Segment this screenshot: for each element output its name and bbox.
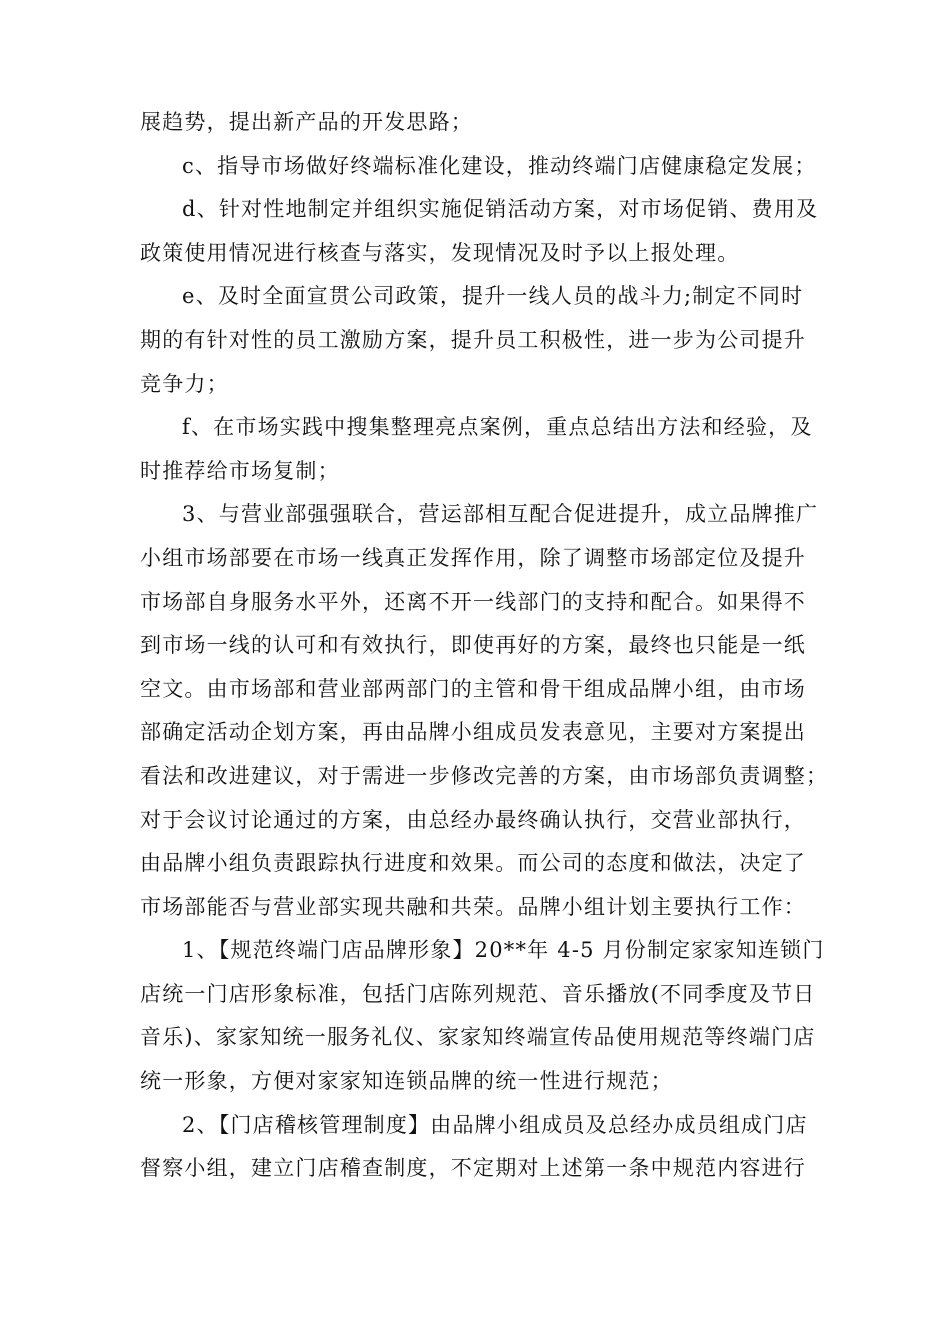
text-line: 统一形象，方便对家家知连锁品牌的统一性进行规范； [140, 1069, 673, 1094]
document-body [140, 101, 829, 1191]
text-line: 市场部能否与营业部实现共融和共荣。品牌小组计划主要执行工作： [140, 894, 806, 919]
text-line: 3、与营业部强强联合，营运部相互配合促进提升，成立品牌推广 [182, 502, 819, 527]
text-line: 市场部自身服务水平外，还离不开一线部门的支持和配合。如果得不 [140, 589, 806, 614]
text-line: 小组市场部要在市场一线真正发挥作用，除了调整市场部定位及提升 [140, 545, 806, 570]
text-line: 由品牌小组负责跟踪执行进度和效果。而公司的态度和做法，决定了 [140, 851, 806, 876]
text-line: 空文。由市场部和营业部两部门的主管和骨干组成品牌小组，由市场 [140, 676, 806, 701]
text-line: e、及时全面宣贯公司政策，提升一线人员的战斗力;制定不同时 [182, 284, 804, 309]
text-line: 时推荐给市场复制； [140, 458, 340, 483]
text-line: 音乐)、家家知统一服务礼仪、家家知终端宣传品使用规范等终端门店 [140, 1025, 816, 1050]
text-line: 督察小组，建立门店稽查制度，不定期对上述第一条中规范内容进行 [140, 1156, 806, 1181]
text-line: 部确定活动企划方案，再由品牌小组成员发表意见，主要对方案提出 [140, 720, 806, 745]
text-line: 1、【规范终端门店品牌形象】20**年 4-5 月份制定家家知连锁门 [182, 938, 825, 963]
text-line: 竞争力； [140, 371, 229, 396]
text-line: 到市场一线的认可和有效执行，即使再好的方案，最终也只能是一纸 [140, 633, 806, 658]
text-line: 期的有针对性的员工激励方案，提升员工积极性，进一步为公司提升 [140, 327, 806, 352]
text-line: d、针对性地制定并组织实施促销活动方案，对市场促销、费用及 [182, 197, 819, 222]
text-line: 2、【门店稽核管理制度】由品牌小组成员及总经办成员组成门店 [182, 1112, 808, 1137]
text-line: 展趋势，提出新产品的开发思路； [140, 110, 473, 134]
text-line: 政策使用情况进行核查与落实，发现情况及时予以上报处理。 [140, 240, 740, 265]
text-line: 店统一门店形象标准，包括门店陈列规范、音乐播放(不同季度及节日 [140, 981, 816, 1006]
text-line: c、指导市场做好终端标准化建设，推动终端门店健康稳定发展； [182, 153, 817, 178]
text-line: f、在市场实践中搜集整理亮点案例，重点总结出方法和经验，及 [182, 415, 813, 440]
text-line: 对于会议讨论通过的方案，由总经办最终确认执行，交营业部执行， [140, 807, 806, 832]
text-line: 看法和改进建议，对于需进一步修改完善的方案，由市场部负责调整； [140, 763, 829, 788]
